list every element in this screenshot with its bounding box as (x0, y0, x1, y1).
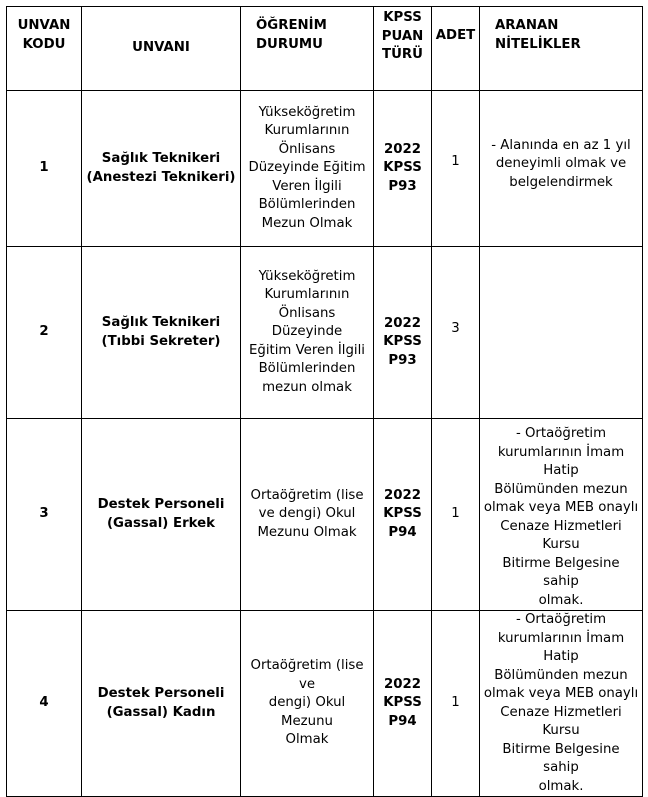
title-line: Sağlık Teknikeri (101, 151, 221, 166)
kpss-line: P93 (388, 352, 417, 368)
qualification-line: - Ortaöğretim (515, 426, 607, 441)
education-line: Olmak (285, 732, 329, 748)
header-code-line: UNVAN (17, 18, 71, 33)
cell-education (241, 419, 374, 611)
title-line: (Tıbbi Sekreter) (101, 333, 221, 349)
title-line: Destek Personeli (97, 686, 225, 701)
cell-title (82, 419, 241, 611)
cell-education (241, 91, 374, 247)
table-row (7, 91, 643, 247)
header-qualifications-line: ARANAN (495, 18, 559, 33)
cell-qualifications (480, 611, 643, 797)
qualification-line: - Ortaöğretim (515, 612, 607, 627)
header-row (7, 7, 643, 91)
count-text: 1 (451, 506, 460, 522)
kpss-line: 2022 (383, 315, 421, 331)
qualification-line: belgelendirmek (509, 174, 613, 190)
education-line: Mezun Olmak (261, 215, 353, 231)
kpss-line: KPSS (383, 334, 422, 350)
qualification-line: olmak veya MEB onaylı (483, 686, 639, 701)
qualification-line: Bölümünden mezun (494, 481, 628, 497)
cell-title (82, 91, 241, 247)
code-text: 4 (39, 695, 49, 711)
education-line: dengi) Okul Mezunu (268, 695, 346, 729)
qualification-line: kurumlarının İmam Hatip (497, 444, 625, 478)
code-text: 1 (39, 160, 49, 176)
cell-code (7, 91, 82, 247)
qualification-line: olmak. (538, 778, 584, 794)
header-code-line: KODU (22, 36, 66, 52)
header-count-text: ADET (435, 28, 476, 43)
cell-kpss (374, 91, 432, 247)
code-text: 2 (39, 324, 49, 340)
header-education-line: DURUMU (256, 36, 323, 52)
qualification-line: olmak. (538, 592, 584, 608)
header-title-text: UNVANI (132, 40, 190, 56)
header-education-line: ÖĞRENİM (256, 18, 327, 33)
cell-count (432, 611, 480, 797)
cell-education (241, 247, 374, 419)
education-line: Bölümlerinden (258, 197, 356, 213)
cell-kpss (374, 419, 432, 611)
count-text: 3 (451, 321, 460, 337)
table-row (7, 611, 643, 797)
header-count (432, 7, 480, 91)
kpss-line: 2022 (383, 487, 421, 503)
header-qualifications-line: NİTELİKLER (495, 36, 581, 52)
education-line: mezun olmak (262, 379, 352, 395)
education-line: Yükseköğretim (258, 268, 356, 284)
table-row (7, 247, 643, 419)
education-line: Bölümlerinden (258, 361, 356, 377)
header-kpss (374, 7, 432, 91)
code-text: 3 (39, 506, 49, 522)
header-title (82, 7, 241, 91)
kpss-line: P94 (388, 713, 417, 729)
qualification-line: Cenaze Hizmetleri Kursu (500, 518, 622, 552)
header-qualifications (480, 7, 643, 91)
header-education (241, 7, 374, 91)
cell-kpss (374, 611, 432, 797)
title-line: (Anestezi Teknikeri) (86, 169, 236, 185)
qualification-line: Bitirme Belgesine sahip (502, 555, 620, 589)
education-line: Önlisans Düzeyinde Eğitim (248, 141, 366, 176)
kpss-line: P94 (388, 524, 417, 540)
table-row (7, 419, 643, 611)
count-text: 1 (451, 695, 460, 711)
cell-count (432, 247, 480, 419)
education-line: Ortaöğretim (lise (250, 487, 364, 503)
cell-count (432, 419, 480, 611)
cell-qualifications (480, 91, 643, 247)
kpss-line: 2022 (383, 141, 421, 157)
qualification-line: deneyimli olmak ve (495, 156, 627, 172)
kpss-line: 2022 (383, 676, 421, 692)
cell-count (432, 91, 480, 247)
kpss-line: KPSS (383, 695, 422, 711)
cell-qualifications (480, 419, 643, 611)
education-line: Veren İlgili (272, 178, 342, 194)
header-code (7, 7, 82, 91)
education-line: ve dengi) Okul (258, 506, 356, 522)
cell-kpss (374, 247, 432, 419)
education-line: Ortaöğretim (lise ve (250, 658, 364, 692)
kpss-line: KPSS (383, 506, 422, 522)
education-line: Mezunu Olmak (257, 524, 357, 540)
recruitment-table-container (6, 6, 642, 797)
qualification-line: Bitirme Belgesine sahip (502, 741, 620, 775)
title-line: Destek Personeli (97, 497, 225, 512)
cell-code (7, 419, 82, 611)
qualification-line: Bölümünden mezun (494, 667, 628, 683)
cell-code (7, 611, 82, 797)
cell-title (82, 247, 241, 419)
header-kpss-line: TÜRÜ (382, 47, 423, 62)
qualification-line: olmak veya MEB onaylı (483, 500, 639, 515)
count-text: 1 (451, 154, 460, 170)
title-line: (Gassal) Erkek (106, 515, 216, 531)
title-line: (Gassal) Kadın (106, 704, 216, 720)
qualification-line: kurumlarının İmam Hatip (497, 630, 625, 664)
kpss-line: P93 (388, 178, 417, 194)
title-line: Sağlık Teknikeri (101, 315, 221, 330)
kpss-line: KPSS (383, 160, 422, 176)
cell-code (7, 247, 82, 419)
education-line: Yükseköğretim (258, 104, 356, 120)
qualification-line: - Alanında en az 1 yıl (491, 137, 631, 153)
education-line: Eğitim Veren İlgili (248, 342, 366, 358)
education-line: Kurumlarının (264, 287, 350, 303)
education-line: Önlisans Düzeyinde (271, 305, 343, 340)
cell-title (82, 611, 241, 797)
cell-qualifications (480, 247, 643, 419)
qualification-line: Cenaze Hizmetleri Kursu (500, 704, 622, 738)
education-line: Kurumlarının (264, 123, 350, 139)
cell-education (241, 611, 374, 797)
header-kpss-line: PUAN (381, 28, 424, 44)
recruitment-table (6, 6, 643, 797)
header-kpss-line: KPSS (383, 10, 422, 25)
